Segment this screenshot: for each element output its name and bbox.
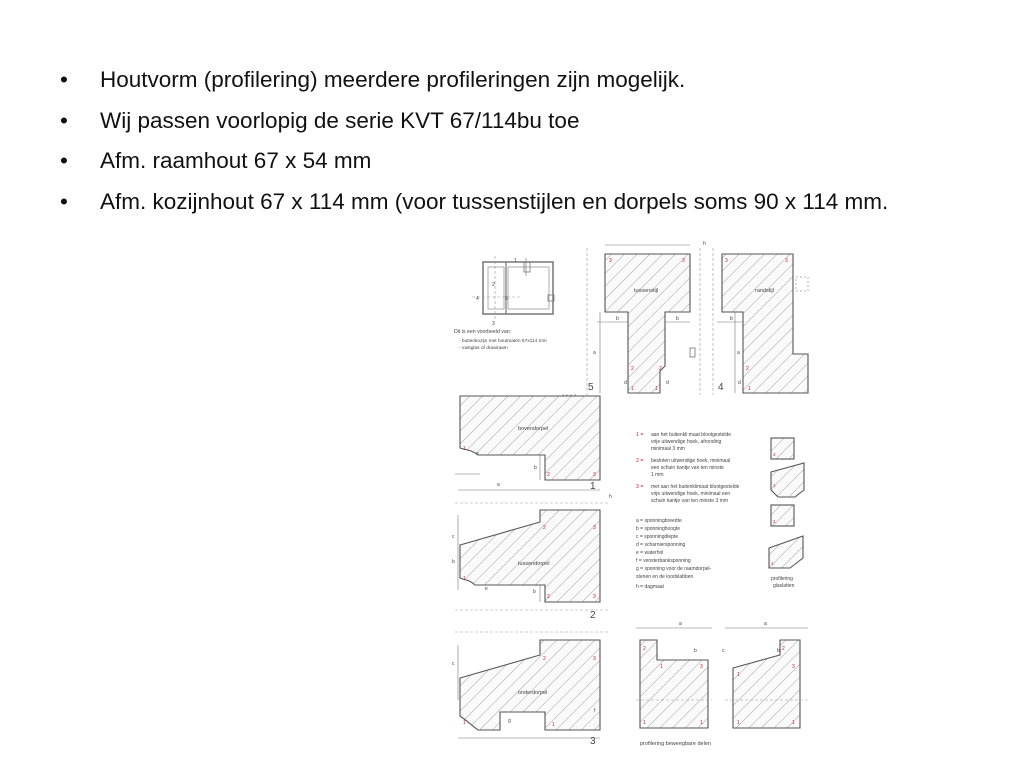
- schematic-number: 5: [505, 296, 508, 302]
- dimension-label: h: [609, 494, 612, 500]
- dimension-label: c: [452, 534, 455, 540]
- corner-number: 1: [771, 561, 774, 566]
- legend-letter: f = vensterbanksponning: [636, 558, 691, 564]
- legend-text: vrije uitwendige hoek, afronding: [651, 439, 722, 445]
- frame-schematic: [454, 256, 554, 351]
- corner-number: 1: [552, 722, 555, 728]
- corner-number: 1: [660, 664, 663, 670]
- corner-number: 2: [547, 594, 550, 600]
- legend-letter: g = sponning voor de raamdorpel-: [636, 566, 712, 572]
- legend-text: besloten uitwendige hoek, minimaal: [651, 458, 731, 464]
- corner-number: 2: [773, 519, 776, 524]
- dimension-label: a: [593, 350, 596, 356]
- glaslatten-label: profilering: [771, 576, 793, 582]
- profile-label: bovendorpel: [518, 426, 549, 432]
- corner-number: 3: [593, 594, 596, 600]
- section-number: 2: [590, 610, 596, 621]
- corner-number: 1: [463, 720, 466, 726]
- schematic-outer-frame: [483, 262, 553, 314]
- bullet-text: Wij passen voorlopig de serie KVT 67/114bu toe: [100, 107, 580, 133]
- corner-number: 3: [593, 525, 596, 531]
- bullet-dot: •: [60, 67, 68, 92]
- legend-number: 2 =: [636, 458, 644, 464]
- dimension-label: f: [594, 708, 596, 714]
- corner-number: 2: [631, 366, 634, 372]
- glaslat-profile: [769, 536, 803, 568]
- section-number: 5: [588, 382, 594, 393]
- corner-number: 1: [643, 720, 646, 726]
- bovendorpel-section: [460, 396, 600, 480]
- corner-number: 3: [725, 258, 728, 264]
- corner-number: 1: [631, 386, 634, 392]
- legend-text: schuin kantje van ten minste 3 mm: [651, 498, 728, 504]
- profile-marker: [796, 277, 808, 291]
- corner-number: 3: [593, 656, 596, 662]
- bullet-dot: •: [60, 188, 68, 214]
- corner-number: 1: [655, 386, 658, 392]
- tussenstijl-section: [605, 254, 690, 393]
- dimension-label: d: [666, 380, 669, 386]
- corner-number: 3: [593, 472, 596, 478]
- onderdorpel-section: [460, 640, 600, 730]
- corner-number: 3: [792, 664, 795, 670]
- legend-letter: d = scharniersponning: [636, 542, 686, 548]
- legend-text: minimaal 3 mm: [651, 446, 685, 452]
- section-number: 4: [718, 382, 724, 393]
- legend-letter: b = sponninghoogte: [636, 526, 681, 532]
- schematic-right-pane: [508, 267, 549, 309]
- profile-onderdorpel: [452, 632, 610, 747]
- profile-marker: [690, 348, 695, 357]
- dimension-label: d: [624, 380, 627, 386]
- profile-label: onderdorpel: [518, 690, 548, 696]
- profile-tussendorpel: [452, 503, 610, 621]
- dimension-label: a: [737, 350, 740, 356]
- dimension-label: b: [777, 648, 780, 654]
- corner-number: 2: [659, 366, 662, 372]
- tussendorpel-section: [460, 510, 600, 602]
- legend-letter: h = dagmaat: [636, 584, 664, 590]
- legend-letter: c = sponningdiepte: [636, 534, 679, 540]
- legend-text: met aan het buitenklimaat blootgestelde: [651, 484, 740, 490]
- schematic-note: - vastglas of draairaam: [459, 346, 508, 351]
- corner-number: 2: [746, 366, 749, 372]
- profile-tussenstijl: [587, 241, 706, 395]
- legend-letter: a = sponningbreedte: [636, 518, 682, 524]
- corner-number: 3: [609, 258, 612, 264]
- schematic-number: 3: [492, 321, 495, 327]
- corner-number: 1: [700, 720, 703, 726]
- bullet-dot: •: [60, 148, 68, 173]
- glaslatten-label: glaslatten: [773, 583, 795, 589]
- corner-number: 2: [547, 472, 550, 478]
- dimension-label: a: [497, 482, 500, 488]
- dimension-label: a: [679, 621, 682, 627]
- section-number: 3: [590, 736, 596, 747]
- corner-number: 2: [543, 656, 546, 662]
- profile-label: tussendorpel: [518, 561, 550, 567]
- dimension-label: e: [476, 451, 479, 457]
- dimension-label: b: [694, 648, 697, 654]
- dimension-label: h: [703, 241, 706, 247]
- schematic-number: 1: [514, 258, 517, 264]
- beweegbare-delen-label: profilering beweegbare delen: [640, 741, 711, 747]
- bullet-text: Houtvorm (profilering) meerdere profileringen zijn mogelijk.: [100, 67, 686, 92]
- corner-number: 1: [737, 672, 740, 678]
- corner-number: 2: [543, 525, 546, 531]
- beweegbare-delen-profiles: [636, 621, 808, 747]
- schematic-caption: Dit is een voorbeeld van:: [454, 329, 512, 335]
- corner-number: 2: [782, 646, 785, 652]
- corner-number: 1: [773, 483, 776, 488]
- legend-text: 1 mm: [651, 472, 664, 478]
- dimension-label: b: [730, 316, 733, 322]
- corner-number: 3: [785, 258, 788, 264]
- corner-number: 3: [773, 452, 776, 457]
- bullet-dot: •: [60, 107, 68, 133]
- glaslat-profile: [771, 463, 804, 497]
- profile-randstijl: [713, 248, 808, 395]
- dimension-label: c: [452, 661, 455, 667]
- dimension-label: b: [616, 316, 619, 322]
- legend-number: 1 =: [636, 432, 644, 438]
- profile-label: randstijl: [755, 288, 774, 294]
- dimension-label: c: [722, 648, 725, 654]
- corner-number: 1: [737, 720, 740, 726]
- dimension-label: b: [676, 316, 679, 322]
- corner-number: 3: [682, 258, 685, 264]
- dimension-label: g: [508, 718, 511, 724]
- dimension-label: b: [533, 589, 536, 595]
- legend-letter: e = waterhol: [636, 550, 664, 556]
- legend-text: aan het buitenkli maat blootgestelde: [651, 432, 732, 438]
- corner-number: 1: [792, 720, 795, 726]
- schematic-note: - buitenkozijn met houtmaten 67x114 mm: [459, 339, 547, 344]
- schematic-number: 4: [476, 296, 479, 302]
- beweegbare-deel-section: [640, 640, 708, 728]
- dimension-label: b: [452, 559, 455, 565]
- corner-number: 3: [700, 664, 703, 670]
- bullet-text: Afm. raamhout 67 x 54 mm: [100, 148, 372, 173]
- bullet-text: Afm. kozijnhout 67 x 114 mm (voor tussenstijlen en dorpels soms 90 x 114 mm.: [100, 188, 889, 214]
- legend-letters: [636, 518, 712, 590]
- legend-letter: stenen en de loodslabben: [636, 574, 694, 580]
- legend-text: een schuin kantje van ten minste: [651, 465, 724, 471]
- legend-text: vrije uitwendige hoek, minimaal een: [651, 491, 731, 497]
- corner-number: 1: [463, 446, 466, 452]
- legend-number: 3 =: [636, 484, 644, 490]
- beweegbare-deel-section: [733, 640, 800, 728]
- schematic-number: 2: [492, 282, 495, 288]
- profile-label: tussenstijl: [634, 288, 659, 294]
- corner-number: 1: [463, 576, 466, 582]
- schematic-left-pane: [488, 267, 504, 309]
- section-number: 1: [590, 481, 596, 492]
- dimension-label: b: [534, 465, 537, 471]
- corner-number: 1: [748, 386, 751, 392]
- dimension-label: a: [764, 621, 767, 627]
- dimension-label: e: [485, 586, 488, 592]
- glaslatten-profiles: [769, 438, 804, 589]
- corner-number: 2: [643, 646, 646, 652]
- dimension-label: d: [738, 380, 741, 386]
- profile-bovendorpel: [455, 395, 612, 500]
- legend-numbered: [636, 432, 740, 504]
